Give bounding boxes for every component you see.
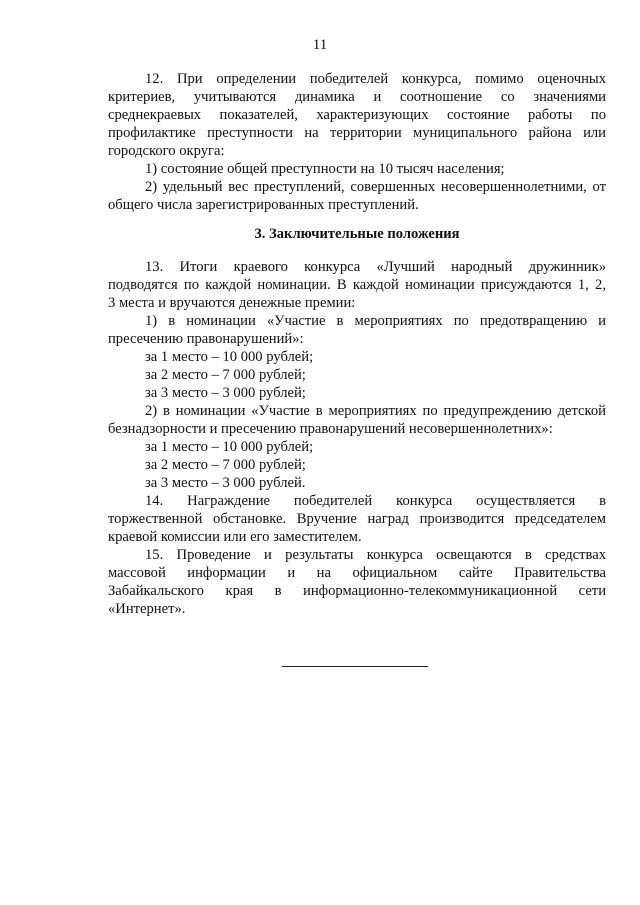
- criterion-item-2: 2) удельный вес преступлений, совершенных несовершеннолетними, от: [145, 179, 606, 195]
- text-line: подводятся по каждой номинации. В каждой номинации присуждаются 1, 2,: [108, 277, 606, 293]
- text-line: среднекраевых показателей, характеризующих состояние работы по: [108, 107, 606, 123]
- paragraph-14: 14. Награждение победителей конкурса осуществляется в: [145, 493, 606, 509]
- text-line: безнадзорности и пресечению правонарушений несовершеннолетних»:: [108, 421, 553, 437]
- text-line: «Интернет».: [108, 601, 186, 617]
- text-line: общего числа зарегистрированных преступлений.: [108, 197, 419, 213]
- section-final-provisions: [108, 258, 606, 618]
- prize-line: за 3 место – 3 000 рублей;: [145, 385, 306, 401]
- prize-line: за 1 место – 10 000 рублей;: [145, 439, 314, 455]
- text-line: критериев, учитываются динамика и соотношение со значениями: [108, 89, 606, 105]
- text-line: торжественной обстановке. Вручение наград производится председателем: [108, 511, 606, 527]
- prize-line: за 3 место – 3 000 рублей.: [145, 475, 306, 491]
- nomination-1: 1) в номинации «Участие в мероприятиях по предотвращению и: [145, 313, 606, 329]
- text-line: городского округа:: [108, 143, 225, 159]
- paragraph-13: 13. Итоги краевого конкурса «Лучший народный дружинник»: [145, 259, 606, 275]
- page-number: 11: [312, 37, 328, 53]
- text-line: Забайкальского края в информационно-телекоммуникационной сети: [108, 583, 606, 599]
- text-line: краевой комиссии или его заместителем.: [108, 529, 362, 545]
- nomination-2: 2) в номинации «Участие в мероприятиях по предупреждению детской: [145, 403, 606, 419]
- prize-line: за 1 место – 10 000 рублей;: [145, 349, 314, 365]
- section-heading: 3. Заключительные положения: [254, 226, 460, 242]
- prize-line: за 2 место – 7 000 рублей;: [145, 367, 306, 383]
- text-line: массовой информации и на официальном сайте Правительства: [108, 565, 606, 581]
- text-line: 12. При определении победителей конкурса, помимо оценочных: [145, 71, 606, 87]
- paragraph-12: [108, 70, 606, 214]
- prize-line: за 2 место – 7 000 рублей;: [145, 457, 306, 473]
- text-line: 3 места и вручаются денежные премии:: [108, 295, 356, 311]
- text-line: профилактике преступности на территории муниципального района или: [108, 125, 606, 141]
- end-of-document-rule: [282, 666, 428, 667]
- text-line: пресечению правонарушений»:: [108, 331, 304, 347]
- criterion-item-1: 1) состояние общей преступности на 10 тысяч населения;: [145, 161, 505, 177]
- paragraph-15: 15. Проведение и результаты конкурса освещаются в средствах: [145, 547, 606, 563]
